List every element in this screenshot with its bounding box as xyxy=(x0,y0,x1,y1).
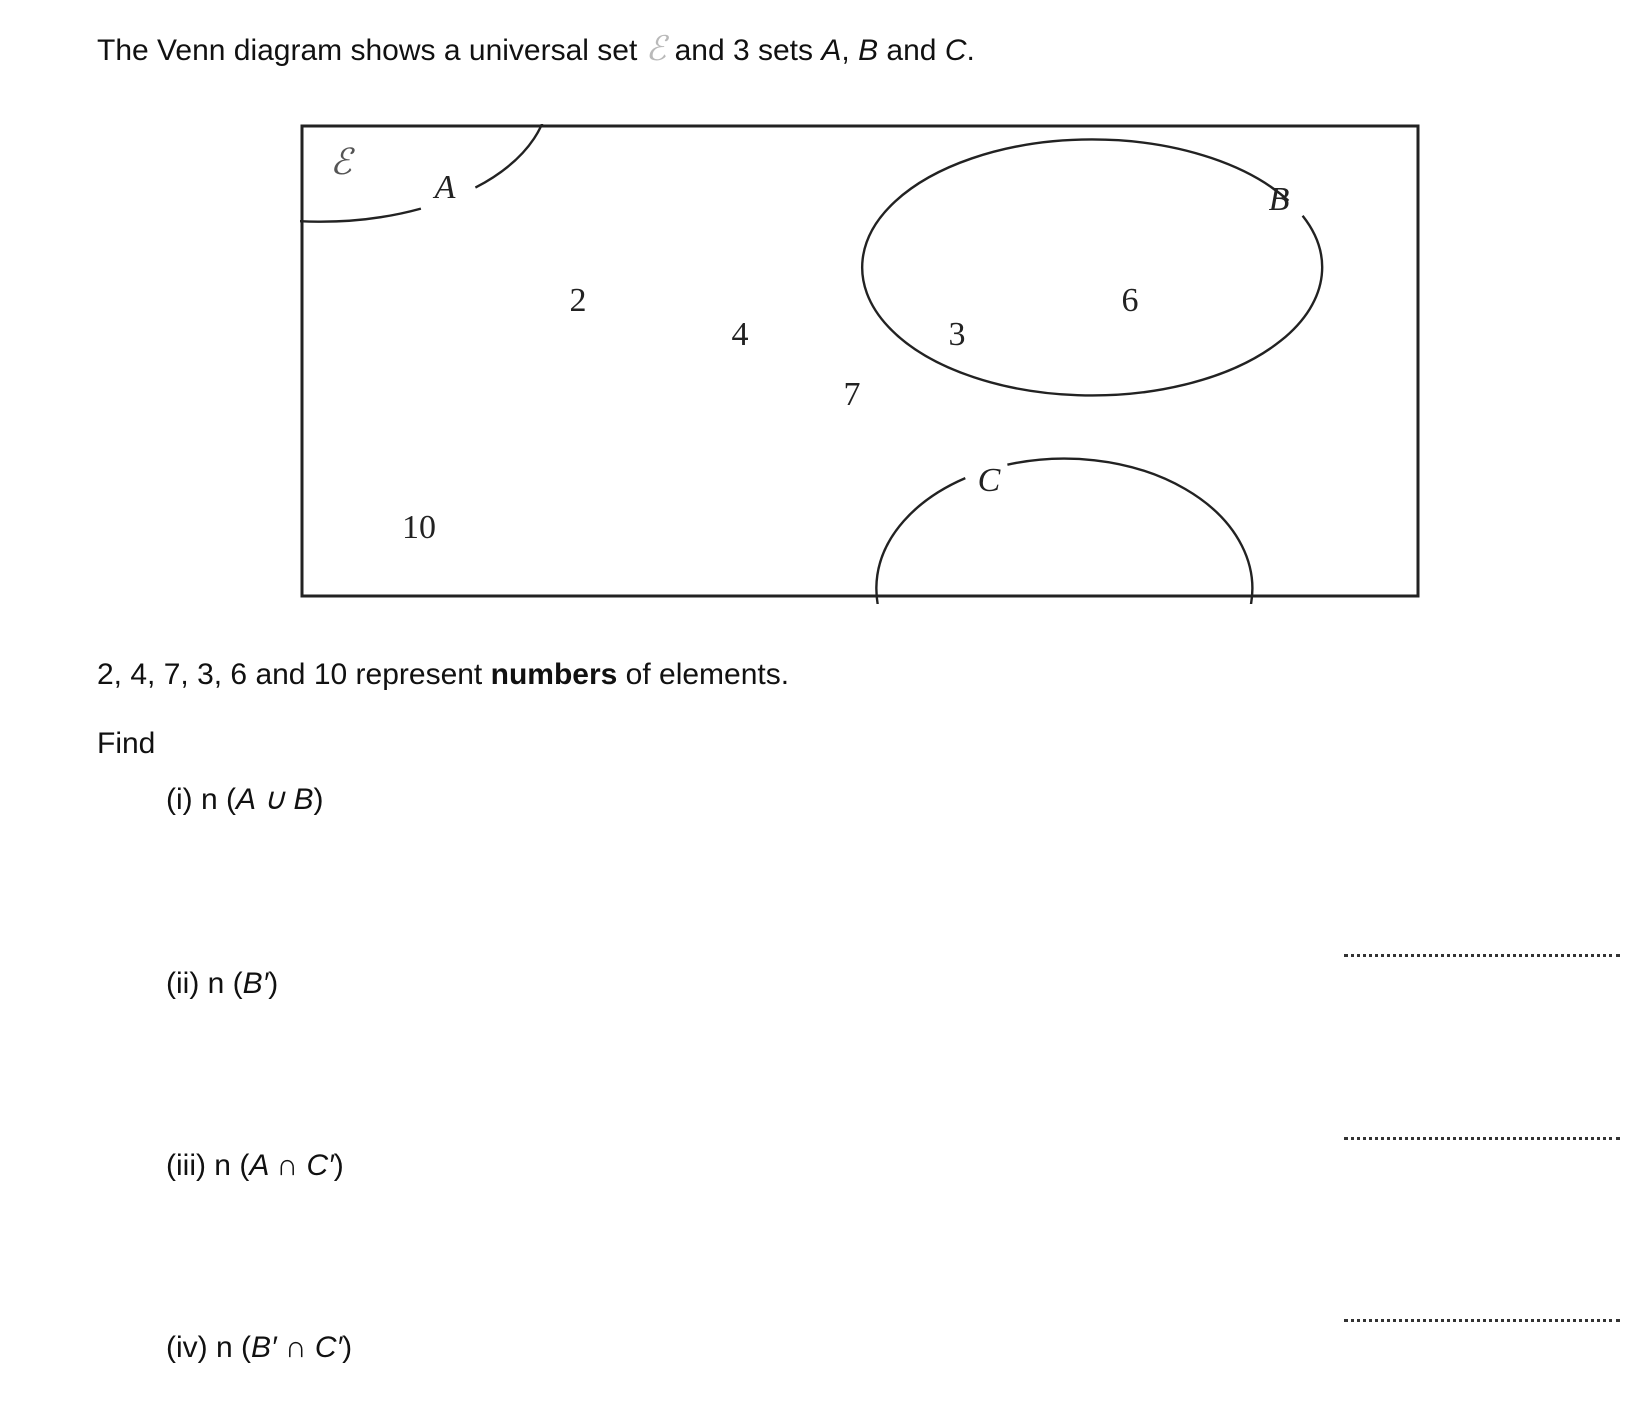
intro-sentence xyxy=(97,31,975,69)
region-c-only: 7 xyxy=(843,376,861,413)
intro-set-b: B xyxy=(858,34,879,67)
part-iv-expression: B′ ∩ C′ xyxy=(251,1331,343,1364)
part-ii-expression: B′ xyxy=(242,967,269,1000)
intro-set-c: C xyxy=(944,34,967,67)
set-c-label: C xyxy=(977,462,1001,499)
set-a-label: A xyxy=(434,169,456,206)
venn-diagram xyxy=(300,124,1420,604)
intro-prefix: The Venn diagram shows a universal set xyxy=(97,34,638,67)
part-iii-expression: A ∩ C′ xyxy=(249,1149,334,1182)
region-a-only: 2 xyxy=(569,282,587,319)
part-iv xyxy=(166,1330,352,1366)
note-before: 2, 4, 7, 3, 6 and 10 represent xyxy=(97,658,483,691)
intro-and-3-sets: and 3 sets xyxy=(674,34,814,67)
universal-set-label: ℰ xyxy=(330,142,352,182)
region-a-and-c: 4 xyxy=(731,316,749,353)
part-iii-number: (iii) n ( xyxy=(166,1149,250,1182)
part-ii xyxy=(166,966,278,1002)
intro-period: . xyxy=(966,34,975,67)
part-iv-close: ) xyxy=(342,1331,353,1364)
part-i-expression: A ∪ B xyxy=(236,783,314,816)
find-label: Find xyxy=(97,727,156,760)
answer-line-ii[interactable] xyxy=(1344,1137,1620,1140)
part-ii-number: (ii) n ( xyxy=(166,967,243,1000)
set-b-label: B xyxy=(1268,181,1290,218)
part-iii xyxy=(166,1148,344,1184)
region-outside: 10 xyxy=(402,509,436,546)
part-iii-close: ) xyxy=(333,1149,344,1182)
set-b-ellipse xyxy=(862,139,1322,395)
part-i-number: (i) n ( xyxy=(166,783,236,816)
set-c-ellipse xyxy=(876,459,1252,604)
note-after: of elements. xyxy=(625,658,790,691)
answer-line-iii[interactable] xyxy=(1344,1319,1620,1322)
part-i xyxy=(166,782,324,818)
universal-set-symbol: ℰ xyxy=(645,29,667,69)
intro-set-a: A xyxy=(821,34,842,67)
region-b-and-c: 3 xyxy=(948,316,966,353)
part-ii-close: ) xyxy=(268,967,279,1000)
part-iv-number: (iv) n ( xyxy=(166,1331,251,1364)
region-b-only: 6 xyxy=(1121,282,1139,319)
answer-line-i[interactable] xyxy=(1344,954,1620,957)
intro-and: and xyxy=(886,34,937,67)
part-i-close: ) xyxy=(313,783,324,816)
note-sentence xyxy=(97,657,789,693)
note-bold-word: numbers xyxy=(490,658,618,691)
intro-comma: , xyxy=(841,34,850,67)
